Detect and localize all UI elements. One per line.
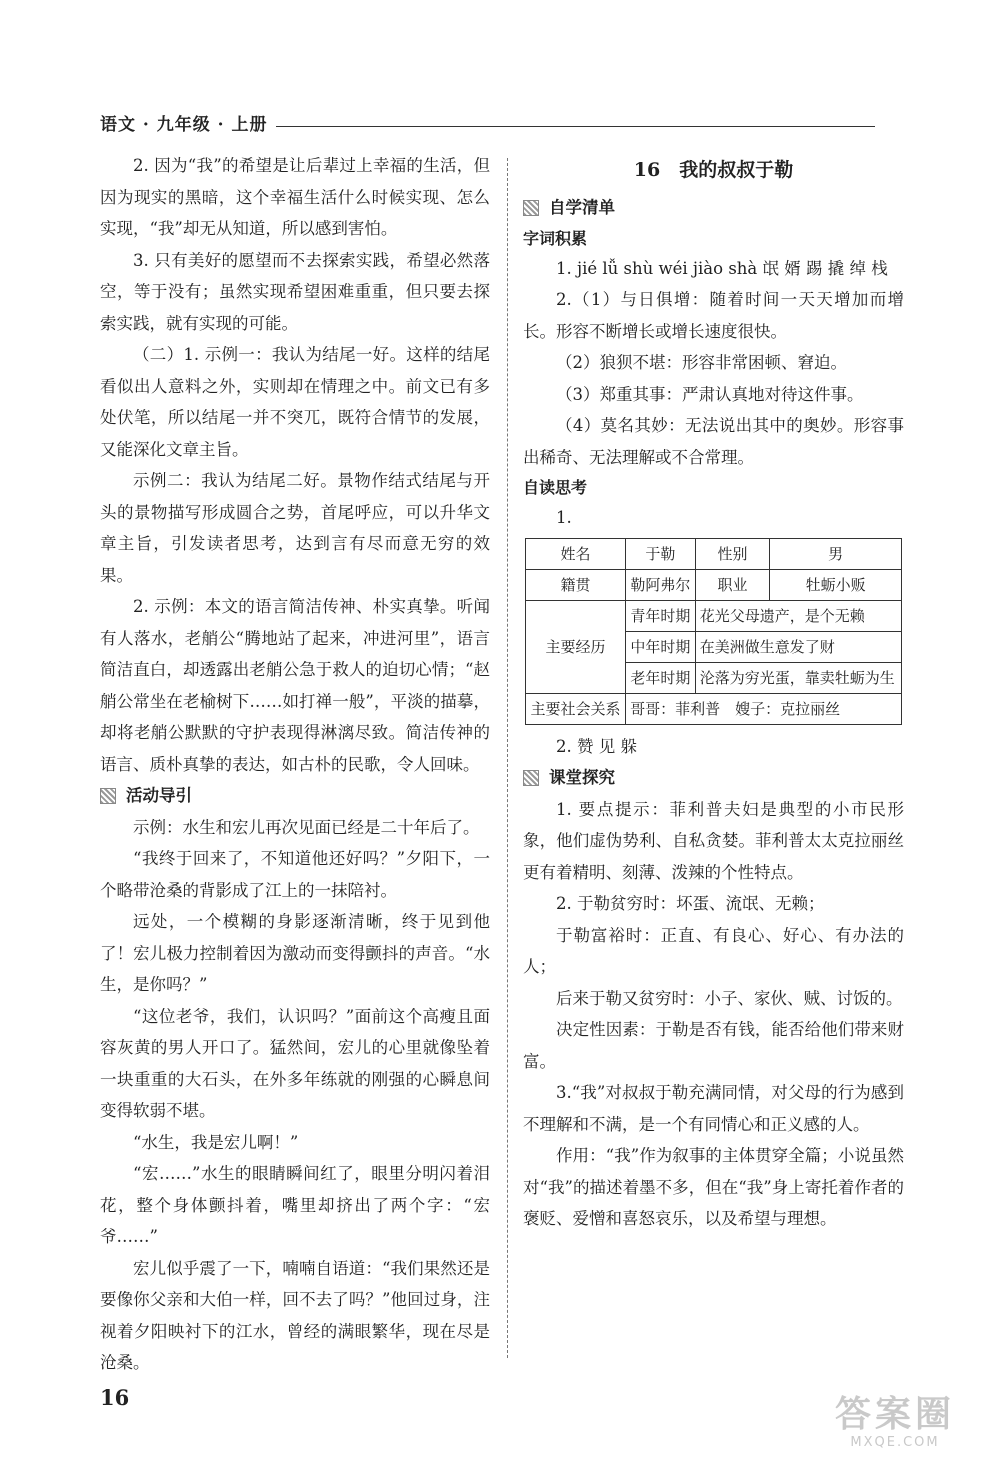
left-column bbox=[100, 150, 490, 1379]
story-paragraph: “这位老爷，我们，认识吗？”面前这个高瘦且面容灰黄的男人开口了。猛然间，宏儿的心里就像坠着一块重重的大石头，在外多年练就的刚强的心瞬息间变得软弱不堪。 bbox=[100, 1006, 490, 1120]
answer-paragraph: 2. 示例：本文的语言简洁传神、朴实真挚。听闻有人落水，老艄公“腾地站了起来，冲进河里”，语言简洁直白，却透露出老艄公急于救人的迫切心情；“赵艄公常坐在老榆树下……如打禅一般”，平淡的描摹，却将老艄公默默的守护表现得淋漓尽致。简洁传神的语言、质朴真挚的表达，如古朴的民歌，令人回味。 bbox=[100, 597, 490, 774]
definition: 2.（1）与日俱增：随着时间一天天增加而增长。形容不断增长或增长速度很快。 bbox=[523, 290, 904, 341]
watermark-main: 答案圈 bbox=[834, 1394, 955, 1435]
table-cell: 花光父母遗产，是个无赖 bbox=[695, 600, 901, 631]
question-answer: 2. 赞 见 躲 bbox=[556, 736, 637, 756]
table-cell: 于勒 bbox=[626, 538, 696, 569]
table-row bbox=[526, 538, 902, 569]
inquiry-paragraph: 决定性因素：于勒是否有钱，能否给他们带来财富。 bbox=[523, 1020, 904, 1071]
answer-paragraph: 示例二：我认为结尾二好。景物作结式结尾与开头的景物描写形成圆合之势，首尾呼应，可以升华文章主旨，引发读者思考，达到言有尽而意无穷的效果。 bbox=[100, 471, 490, 585]
inquiry-paragraph: 于勒富裕时：正直、有良心、好心、有办法的人； bbox=[523, 925, 904, 976]
inquiry-paragraph: 作用：“我”作为叙事的主体贯穿全篇；小说虽然对“我”的描述着墨不多，但在“我”身上寄托着作者的褒贬、爱憎和喜怒哀乐，以及希望与理想。 bbox=[523, 1146, 904, 1228]
table-cell: 中年时期 bbox=[626, 631, 696, 662]
definition: （3）郑重其事：严肃认真地对待这件事。 bbox=[556, 384, 864, 404]
table-cell: 老年时期 bbox=[626, 662, 696, 693]
character-table bbox=[525, 538, 902, 725]
page-number: 16 bbox=[100, 1385, 130, 1410]
table-cell: 籍贯 bbox=[526, 569, 626, 600]
answer-paragraph: 3. 只有美好的愿望而不去探索实践，希望必然落空，等于没有；虽然实现希望困难重重，但只要去探索实践，就有实现的可能。 bbox=[100, 250, 490, 333]
table-row bbox=[526, 600, 902, 631]
definition: （4）莫名其妙：无法说出其中的奥妙。形容事出稀奇、无法理解或不合常理。 bbox=[523, 416, 904, 467]
inquiry-paragraph: 3.“我”对叔叔于勒充满同情，对父母的行为感到不理解和不满，是一个有同情心和正义感的人。 bbox=[523, 1083, 904, 1134]
section-marker-icon bbox=[523, 200, 539, 216]
section-marker-icon bbox=[100, 788, 116, 804]
story-paragraph: 示例：水生和宏儿再次见面已经是二十年后了。 bbox=[133, 817, 480, 837]
table-cell: 主要社会关系 bbox=[526, 693, 626, 724]
section-title: 自学清单 bbox=[549, 198, 615, 217]
section-heading-class-inquiry bbox=[523, 762, 904, 794]
story-paragraph: 宏儿似乎震了一下，喃喃自语道：“我们果然还是要像你父亲和大伯一样，回不去了吗？”他回过身，注视着夕阳映衬下的江水，曾经的满眼繁华，现在尽是沧桑。 bbox=[100, 1258, 490, 1372]
subsection-title: 自读思考 bbox=[523, 478, 588, 497]
header-title: 语文 · 九年级 · 上册 bbox=[100, 115, 268, 135]
table-row bbox=[526, 569, 902, 600]
story-paragraph: 远处，一个模糊的身影逐渐清晰，终于见到他了！宏儿极力控制着因为激动而变得颤抖的声音。“水生，是你吗？” bbox=[100, 912, 490, 994]
watermark-url: MXQE.COM bbox=[850, 1435, 940, 1450]
table-cell: 勒阿弗尔 bbox=[626, 569, 696, 600]
answer-paragraph: 2. 因为“我”的希望是让后辈过上幸福的生活，但因为现实的黑暗，这个幸福生活什么时候实现、怎么实现，“我”却无从知道，所以感到害怕。 bbox=[100, 156, 490, 238]
chapter-title: 16 我的叔叔于勒 bbox=[633, 159, 794, 181]
subsection-title: 字词积累 bbox=[523, 228, 588, 248]
section-heading-self-study bbox=[523, 192, 904, 224]
watermark-logo bbox=[820, 1395, 970, 1455]
table-cell: 青年时期 bbox=[626, 600, 696, 631]
right-column bbox=[523, 150, 904, 1235]
table-cell: 沦落为穷光蛋，靠卖牡蛎为生 bbox=[695, 662, 901, 693]
section-title: 课堂探究 bbox=[549, 768, 615, 787]
table-cell: 职业 bbox=[695, 569, 769, 600]
table-cell: 主要经历 bbox=[526, 600, 626, 693]
question-number: 1. bbox=[556, 508, 572, 527]
section-marker-icon bbox=[523, 770, 539, 786]
story-paragraph: “我终于回来了，不知道他还好吗？”夕阳下，一个略带沧桑的背影成了江上的一抹陪衬。 bbox=[100, 849, 490, 900]
definition: （2）狼狈不堪：形容非常困顿、窘迫。 bbox=[556, 353, 847, 372]
page-header bbox=[100, 112, 875, 138]
pinyin-line: 1. jié lǚ shù wéi jiào shà 氓 婿 踢 撬 绰 栈 bbox=[556, 258, 888, 278]
table-cell: 姓名 bbox=[526, 538, 626, 569]
section-heading-activity bbox=[100, 780, 490, 812]
answer-paragraph: （二）1. 示例一：我认为结尾一好。这样的结尾看似出人意料之外，实则却在情理之中。前文已有多处伏笔，所以结尾一并不突兀，既符合情节的发展，又能深化文章主旨。 bbox=[100, 345, 490, 459]
story-paragraph: “宏……”水生的眼睛瞬间红了，眼里分明闪着泪花，整个身体颤抖着，嘴里却挤出了两个字：“宏爷……” bbox=[100, 1164, 490, 1246]
inquiry-paragraph: 2. 于勒贫穷时：坏蛋、流氓、无赖； bbox=[556, 894, 825, 913]
table-cell: 男 bbox=[770, 538, 902, 569]
inquiry-paragraph: 后来于勒又贫穷时：小子、家伙、贼、讨饭的。 bbox=[556, 988, 903, 1008]
table-cell: 性别 bbox=[695, 538, 769, 569]
section-title: 活动导引 bbox=[126, 786, 192, 805]
inquiry-paragraph: 1. 要点提示：菲利普夫妇是典型的小市民形象，他们虚伪势利、自私贪婪。菲利普太太克拉丽丝更有着精明、刻薄、泼辣的个性特点。 bbox=[523, 799, 904, 882]
column-divider bbox=[507, 158, 508, 1358]
table-row bbox=[526, 693, 902, 724]
story-paragraph: “水生，我是宏儿啊！” bbox=[133, 1132, 299, 1152]
table-cell: 在美洲做生意发了财 bbox=[695, 631, 901, 662]
table-cell: 牡蛎小贩 bbox=[770, 569, 902, 600]
table-cell: 哥哥：菲利普 嫂子：克拉丽丝 bbox=[626, 693, 902, 724]
header-rule bbox=[276, 126, 875, 127]
